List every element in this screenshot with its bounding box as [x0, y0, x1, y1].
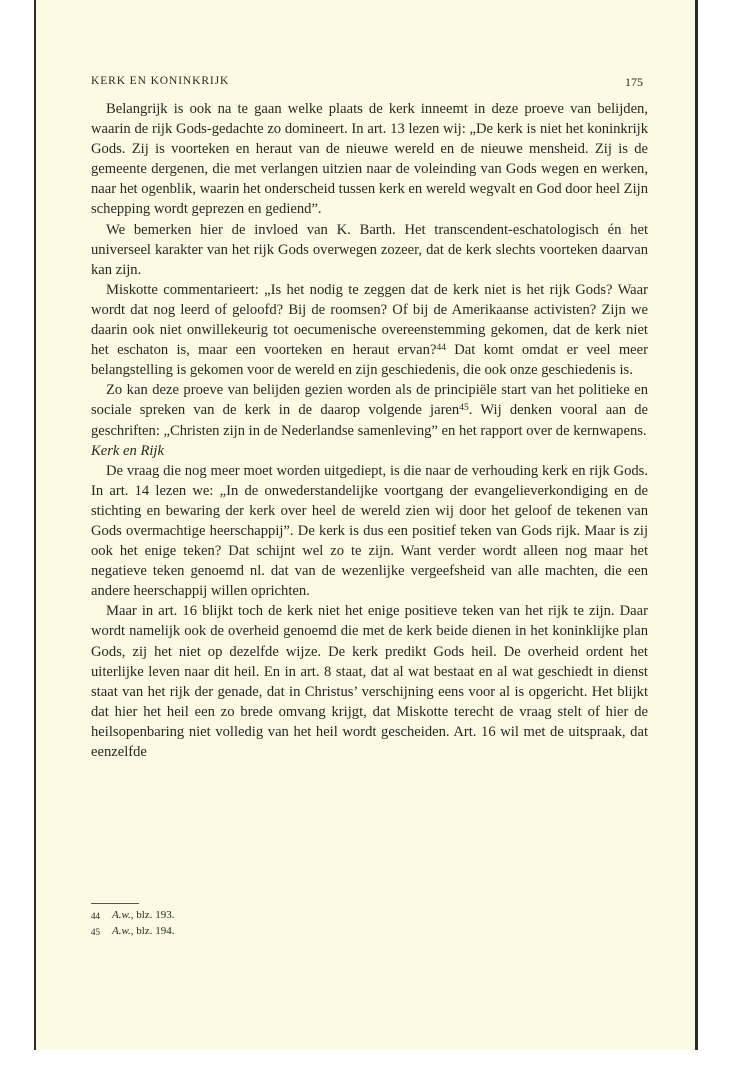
footnote-ref: A.w. — [112, 925, 131, 937]
footnote-text: , blz. 194. — [130, 925, 175, 937]
footnote-text: , blz. 193. — [130, 909, 175, 921]
paragraph-text: . Wij denken vooral aan de geschriften: „Christen zijn in de Nederlandse samenleving” en het rapport over de kernwapens. — [91, 402, 648, 439]
footnote-reference[interactable]: 45 — [459, 403, 469, 414]
paragraph-text: Dat komt omdat er veel meer belangstelling is gekomen voor de wereld en zijn geschiedenis, die ook onze geschiedenis is. — [91, 342, 648, 379]
paragraph-text: Zo kan deze proeve van belijden gezien worden als de principiële start van het politieke en sociale spreken van de kerk in de daarop volgende jaren — [91, 382, 648, 419]
paragraph: De vraag die nog meer moet worden uitgediept, is die naar de verhouding kerk en rijk Gods. In art. 14 lezen we: „In de onwederstandelijke voortgang der evangelieverkondiging en de stichting en bewaring der kerk over heel de wereld zien wij door het geloof de tekenen van Gods overmachtige heerschappij”. De kerk is dus een positief teken van Gods rijk. Maar is zij ook het enige teken? Dat schijnt wel zo te zijn. Want verder wordt alleen nog maar het negatieve teken genoemd nl. dat van de wezenlijke vergeefsheid van alle machten, die een andere heerschappij willen oprichten. — [91, 462, 648, 600]
section-heading: Kerk en Rijk — [91, 442, 164, 459]
footnote-reference[interactable]: 44 — [436, 343, 446, 354]
footnote-ref: A.w. — [112, 909, 131, 921]
paragraph: Maar in art. 16 blijkt toch de kerk niet het enige positieve teken van het rijk te zijn. Daar wordt namelijk ook de overheid genoemd die met de kerk beide dienen in het koninklijke plan Gods, zij het niet op dezelfde wijze. De kerk predikt Gods heil. De overheid ordent het uiterlijke leven naar dit heil. En in art. 8 staat, dat al wat bestaat en al wat geschiedt in dienst staat van het rijk der genade, dat in Christus’ verschijning eens voor al is opgericht. Het blijkt dat hier het heil een zo brede omvang krijgt, dat Miskotte terecht de vraag stelt of hier de heilsopenbaring niet volledig van het heil wordt gescheiden. Art. 16 wil met de uitspraak, dat eenzelfde — [91, 603, 648, 760]
footnote — [91, 908, 648, 924]
footnote — [91, 924, 648, 940]
paragraph-text: Miskotte commentarieert: „Is het nodig te zeggen dat de kerk niet is het rijk Gods? Waar wordt dat nog leerd of geloofd? Bij de roomsen? Of bij de Amerikaanse activisten? Zijn we daarin ook niet onwillekeurig tot oecumenische overeenstemming gekomen, dat de kerk niet het eschaton is, maar een voorteken en heraut ervan? — [91, 281, 648, 359]
running-title: KERK EN KONINKRIJK — [91, 75, 230, 87]
page-number: 175 — [625, 75, 643, 89]
footnote-number: 45 — [91, 927, 100, 937]
paragraph — [91, 380, 648, 440]
main-text — [91, 99, 648, 762]
footnote-number: 44 — [91, 911, 100, 921]
book-page — [34, 0, 698, 1050]
footnotes — [91, 903, 648, 940]
paragraph — [91, 280, 648, 380]
paragraph: Belangrijk is ook na te gaan welke plaats de kerk inneemt in deze proeve van belijden, waarin de rijk Gods-gedachte zo domineert. In art. 13 lezen wij: „De kerk is niet het koninkrijk Gods. Zij is voorteken en heraut van de nieuwe wereld en de nieuwe mensheid. Zij is de gemeente dergenen, die met verlangen uitzien naar de voleinding van Gods wegen en werken, naar het ogenblik, waarin het onderscheid tussen kerk en wereld wegvalt en God door heel Zijn schepping wordt geprezen en gediend”. — [91, 101, 648, 218]
paragraph: We bemerken hier de invloed van K. Barth. Het transcendent-eschatologisch én het universeel karakter van het rijk Gods overwegen zozeer, dat de kerk slechts voorteken daarvan kan zijn. — [91, 221, 648, 278]
footnote-rule — [91, 903, 139, 904]
running-header — [91, 75, 643, 87]
